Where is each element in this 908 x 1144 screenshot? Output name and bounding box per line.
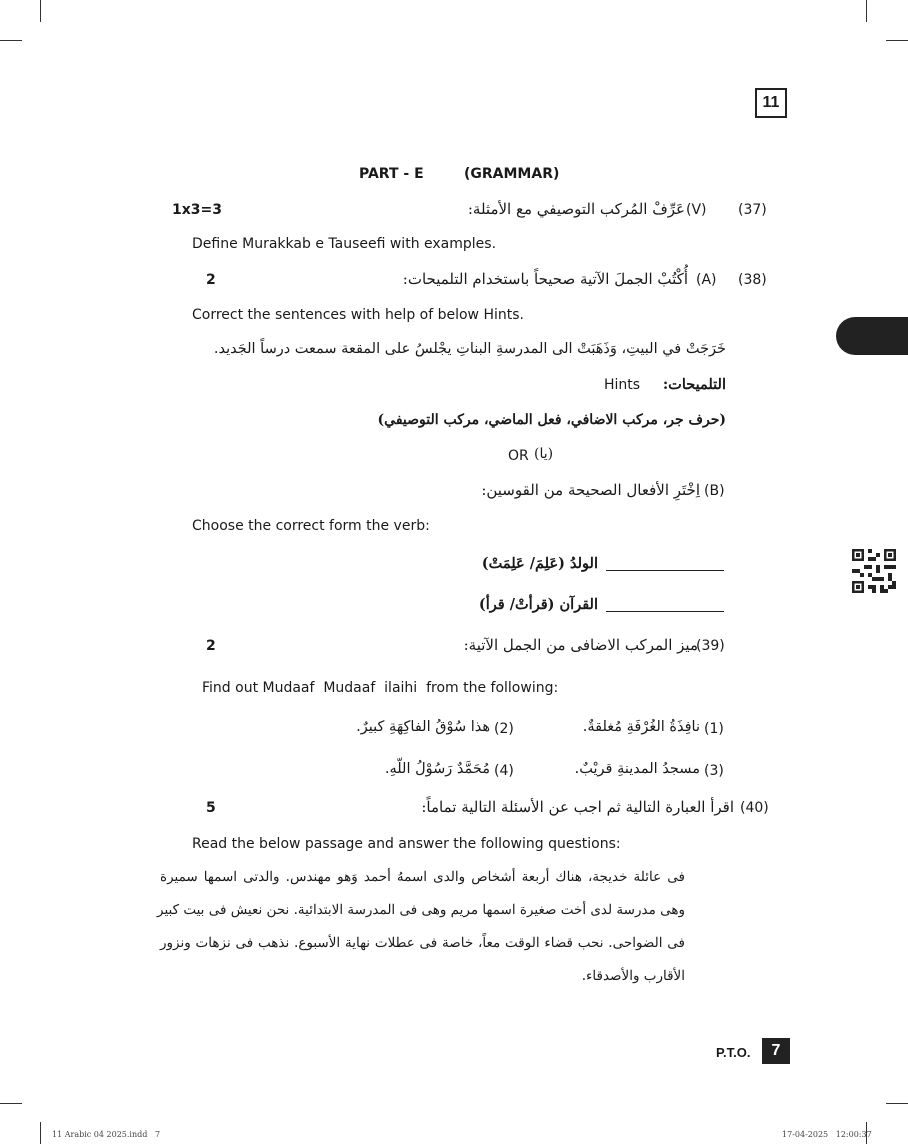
date-slug: 17-04-2025 12:00:37	[782, 1130, 872, 1139]
q40-english: Read the below passage and answer the following questions:	[192, 836, 621, 852]
crop-mark	[866, 0, 867, 22]
crop-mark	[40, 1122, 41, 1144]
q37-arabic: عَرِّفْ المُركب التوصيفي مع الأمثلة:	[467, 200, 685, 218]
q39-marks: 2	[206, 638, 216, 654]
q38b-english: Choose the correct form the verb:	[192, 518, 430, 534]
crop-mark	[40, 0, 41, 22]
q39-item-number: (2)	[494, 721, 514, 737]
file-slug: 11 Arabic 04 2025.indd 7	[52, 1130, 161, 1139]
crop-mark	[886, 40, 908, 41]
q37-marks: 1x3=3	[172, 202, 222, 218]
q38-marks: 2	[206, 272, 216, 288]
q38-or-english: OR	[508, 448, 529, 464]
q38-or-arabic: (یا)	[534, 446, 554, 462]
q39-item-number: (1)	[704, 721, 724, 737]
section-tab-marker	[836, 317, 908, 355]
q39-english: Find out Mudaaf Mudaaf ilaihi from the following:	[202, 680, 559, 696]
q38-arabic: أُكْتُبْ الجملَ الآتية صحيحاً باستخدام التلميحات:	[402, 270, 688, 288]
passage-line: الأقارب والأصدقاء.	[581, 968, 685, 984]
answer-blank[interactable]	[606, 570, 724, 571]
q39-item-number: (4)	[494, 763, 514, 779]
q39-item-text: هذا سُوْقُ الفاكِهَةِ كبيرٌ.	[356, 719, 490, 735]
passage-line: وهى مدرسة لدى أخت صغيرة اسمها مريم وهى فى المدرسة الابتدائية. نحن نعيش فى بيت كبير	[157, 902, 685, 918]
passage-line: فى الضواحى. نحب قضاء الوقت معاً، خاصة فى عطلات نهاية الأسبوع. نذهب فى نزهات ونزور	[160, 935, 685, 951]
crop-mark	[0, 40, 22, 41]
q38b-prefix: (B)	[704, 483, 725, 499]
q39-item-text: مسجدُ المدينةِ قريْبٌ.	[574, 761, 700, 777]
q37-number: (37)	[738, 202, 767, 218]
q39-item-text: مُحَمَّدٌ رَسُوْلُ اللّهِ.	[384, 761, 490, 777]
footer-page-number: 7	[762, 1038, 790, 1064]
q38b-blank1-text: الولدُ (عَلِمَ/ عَلِمَتْ)	[481, 555, 598, 572]
answer-blank[interactable]	[606, 611, 724, 612]
q37-prefix: (V)	[686, 202, 707, 218]
q38b-blank2-text: القرآن (قرأتْ/ قرأ)	[478, 596, 598, 613]
q38-number: (38)	[738, 272, 767, 288]
section-part: PART - E	[359, 166, 424, 182]
qr-code-icon	[852, 549, 896, 593]
q39-item-number: (3)	[704, 763, 724, 779]
q38-hints-english: Hints	[604, 377, 641, 393]
q39-item-text: نافِذَةُ الغُرْفَةِ مُغلقةٌ.	[582, 719, 700, 735]
page-number-box: 11	[755, 88, 787, 118]
q38-english: Correct the sentences with help of below Hints.	[192, 307, 524, 323]
q38-hints-list: (حرف جر، مركب الاضافي، فعل الماضي، مركب التوصيفي)	[377, 412, 726, 428]
crop-mark	[886, 1103, 908, 1104]
pto-label: P.T.O.	[716, 1045, 751, 1060]
q38-prefix: (A)	[696, 272, 717, 288]
q40-marks: 5	[206, 800, 216, 816]
q38-sentence: خَرَجَتْ في البيتِ، وَذَهَبَتْ الى المدرسةِ البناتِ يجْلسُ على المقعة سمعت درساً الجَديد.	[213, 341, 726, 357]
q38-hints-arabic: التلميحات:	[662, 376, 726, 393]
q39-number: (39)	[696, 638, 725, 654]
q38b-arabic: اِخْتَرِ الأفعال الصحيحة من القوسين:	[481, 481, 700, 499]
q37-english: Define Murakkab e Tauseefi with examples.	[192, 236, 497, 252]
crop-mark	[0, 1103, 22, 1104]
section-subject: (GRAMMAR)	[464, 166, 560, 182]
q40-number: (40)	[740, 800, 769, 816]
q40-arabic: اقرأ العبارة التالية ثم اجب عن الأسئلة التالية تماماً:	[421, 798, 734, 816]
passage-line: فى عائلة خديجة، هناك أربعة أشخاص والدى اسمهُ أحمد وَهو مهندس. والدتى اسمها سميرة	[160, 869, 685, 885]
q39-arabic: ميز المركب الاضافى من الجمل الآتية:	[463, 636, 698, 654]
